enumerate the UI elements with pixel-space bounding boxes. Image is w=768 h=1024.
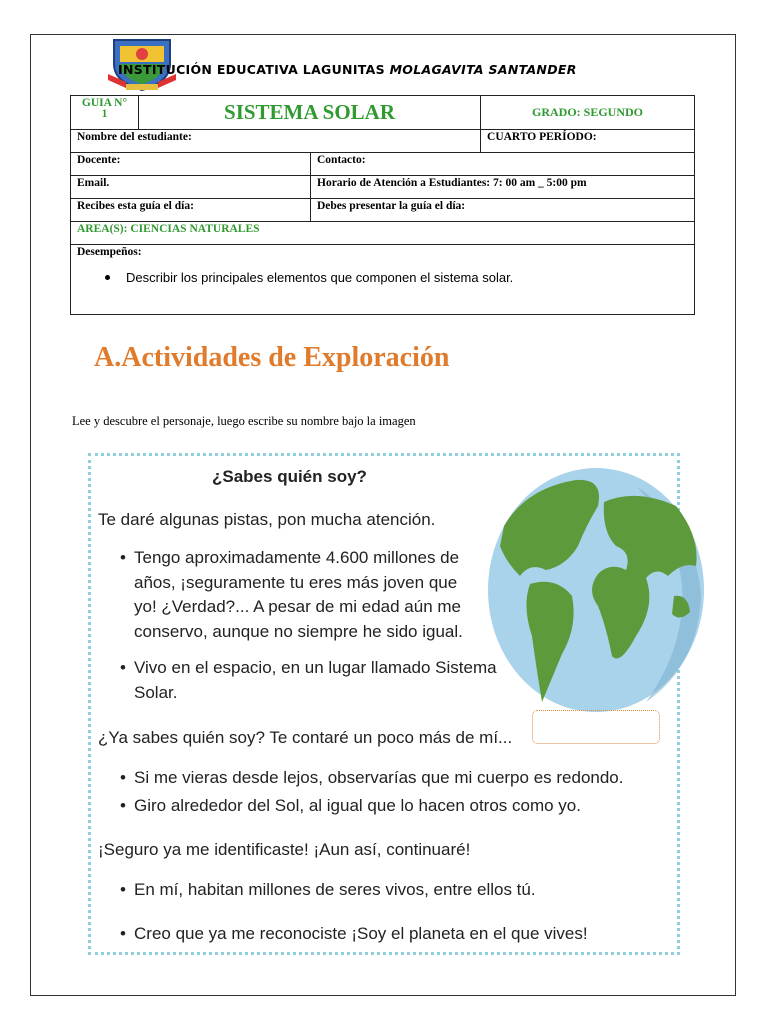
- horario-field: Horario de Atención a Estudiantes: 7: 00 am _ 5:00 pm: [311, 176, 695, 199]
- clue-2: [120, 656, 497, 705]
- sure-text: ¡Seguro ya me identificaste! ¡Aun así, continuaré!: [98, 840, 471, 859]
- grado: GRADO: SEGUNDO: [481, 96, 695, 130]
- docente-field: Docente:: [71, 153, 311, 176]
- desempeno-text: Describir los principales elementos que componen el sistema solar.: [126, 270, 514, 285]
- guia-number: 1: [101, 108, 108, 120]
- clue-5-text: En mí, habitan millones de seres vivos, entre ellos tú.: [134, 880, 536, 899]
- question-2: ¿Ya sabes quién soy? Te contaré un poco más de mí...: [98, 728, 513, 747]
- desempenos-label: Desempeños:: [77, 246, 142, 258]
- clue-6: [120, 922, 588, 947]
- earth-globe-icon: [486, 466, 706, 714]
- contacto-field: Contacto:: [311, 153, 695, 176]
- school-name: [118, 62, 718, 77]
- school-name-text: INSTITUCIÓN EDUCATIVA LAGUNITAS: [118, 62, 385, 77]
- info-table: [70, 95, 695, 315]
- guia-label: GUIA N°: [81, 97, 128, 109]
- instruction-text: Lee y descubre el personaje, luego escribe su nombre bajo la imagen: [72, 414, 416, 428]
- student-name-field: Nombre del estudiante:: [71, 130, 481, 153]
- bullet-icon: •: [120, 880, 126, 899]
- recibes-field: Recibes esta guía el día:: [71, 199, 311, 222]
- clue-1: [120, 546, 463, 644]
- clue-1-line: yo! ¿Verdad?... A pesar de mi edad aún me: [134, 597, 461, 616]
- desempenos-cell: [71, 245, 695, 315]
- guide-title: SISTEMA SOLAR: [139, 96, 481, 130]
- school-place: MOLAGAVITA SANTANDER: [389, 62, 577, 77]
- bullet-icon: •: [120, 548, 126, 567]
- clue-5: [120, 878, 536, 903]
- clue-4-text: Giro alrededor del Sol, al igual que lo hacen otros como yo.: [134, 796, 581, 815]
- bullet-icon: •: [120, 924, 126, 943]
- clue-6-text: Creo que ya me reconociste ¡Soy el planeta en el que vives!: [134, 924, 588, 943]
- area-field: AREA(S): CIENCIAS NATURALES: [71, 222, 695, 245]
- clue-3-text: Si me vieras desde lejos, observarías que mi cuerpo es redondo.: [134, 768, 624, 787]
- presentar-field: Debes presentar la guía el día:: [311, 199, 695, 222]
- clue-1-line: Tengo aproximadamente 4.600 millones de: [134, 548, 460, 567]
- email-field: Email.: [71, 176, 311, 199]
- clue-3: [120, 766, 624, 791]
- clue-1-line: años, ¡seguramente tu eres más joven que: [134, 572, 458, 592]
- bullet-icon: [105, 275, 110, 280]
- bullet-icon: •: [120, 768, 126, 787]
- bullet-icon: •: [120, 658, 126, 677]
- bullet-icon: •: [120, 796, 126, 815]
- clue-1-line: conservo, aunque no siempre he sido igual.: [134, 621, 463, 641]
- answer-name-box[interactable]: [532, 710, 660, 744]
- section-title: A.Actividades de Exploración: [94, 342, 450, 373]
- card-intro: Te daré algunas pistas, pon mucha atención.: [98, 510, 436, 529]
- period-field: CUARTO PERÍODO:: [481, 130, 695, 153]
- clue-2-line: Solar.: [134, 682, 178, 702]
- card-heading: ¿Sabes quién soy?: [212, 467, 367, 486]
- guia-cell: [71, 96, 139, 130]
- clue-2-line: Vivo en el espacio, en un lugar llamado Sistema: [134, 658, 497, 677]
- clue-4: [120, 794, 581, 819]
- desempeno-item: [105, 270, 688, 285]
